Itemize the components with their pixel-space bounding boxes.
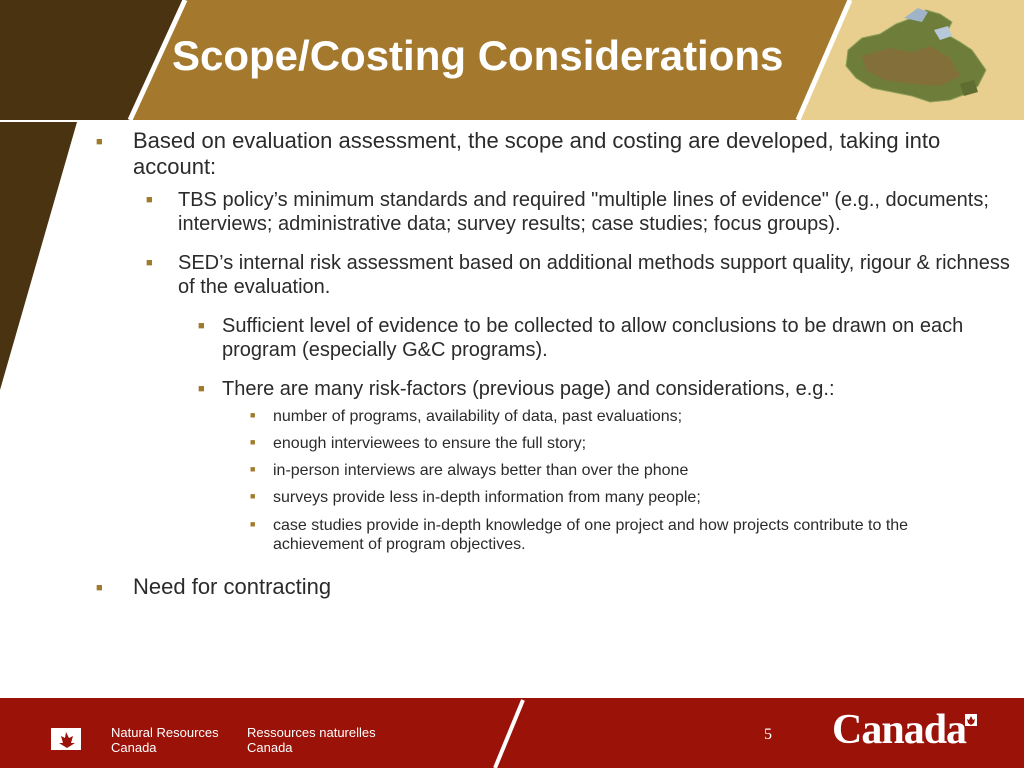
square-bullet-icon: ■ bbox=[250, 491, 256, 502]
bullet-text: number of programs, availability of data, past evaluations; bbox=[273, 407, 683, 425]
bullet-intro bbox=[90, 128, 1010, 181]
bullet-example-5 bbox=[90, 516, 1010, 554]
bullet-text: enough interviewees to ensure the full story; bbox=[273, 434, 587, 452]
square-bullet-icon: ■ bbox=[198, 319, 205, 332]
page-number: 5 bbox=[764, 726, 772, 743]
square-bullet-icon: ■ bbox=[250, 409, 256, 420]
square-bullet-icon: ■ bbox=[250, 436, 256, 447]
bullet-text: in-person interviews are always better than over the phone bbox=[273, 462, 689, 480]
bullet-text: Sufficient level of evidence to be collected to allow conclusions to be drawn on each program (especially G&C programs). bbox=[222, 314, 964, 361]
slide-title: Scope/Costing Considerations bbox=[172, 32, 784, 79]
left-wedge bbox=[0, 122, 77, 390]
bullet-text: Based on evaluation assessment, the scope and costing are developed, taking into account: bbox=[133, 128, 941, 180]
square-bullet-icon: ■ bbox=[96, 136, 103, 148]
department-name-english bbox=[111, 725, 219, 755]
canada-wordmark: Canada bbox=[832, 707, 967, 753]
bullet-risk-factors bbox=[90, 377, 1010, 401]
bullet-text: There are many risk-factors (previous page) and considerations, e.g.: bbox=[222, 377, 835, 400]
bullet-text: Need for contracting bbox=[133, 573, 332, 599]
bullet-sufficient bbox=[90, 314, 1010, 362]
bullet-example-3 bbox=[90, 461, 1010, 480]
dept-en-line1: Natural Resources bbox=[111, 725, 219, 740]
bullet-sed bbox=[90, 251, 1010, 299]
slide-body bbox=[90, 128, 1010, 600]
bullet-example-2 bbox=[90, 434, 1010, 453]
bullet-text: SED’s internal risk assessment based on additional methods support quality, rigour & richness of the evaluation. bbox=[178, 251, 1010, 298]
square-bullet-icon: ■ bbox=[96, 581, 103, 594]
dept-fr-line2: Canada bbox=[247, 740, 293, 755]
bullet-example-1 bbox=[90, 407, 1010, 426]
bullet-text: TBS policy’s minimum standards and required "multiple lines of evidence" (e.g., documents; interviews; administrative data; survey results; case studies; focus groups). bbox=[178, 188, 989, 235]
dept-fr-line1: Ressources naturelles bbox=[247, 725, 376, 740]
canada-flag-icon bbox=[41, 728, 91, 750]
bullet-contracting bbox=[90, 574, 1010, 600]
bullet-example-4 bbox=[90, 488, 1010, 507]
bullet-tbs bbox=[90, 188, 1010, 236]
bullet-text: surveys provide less in-depth information from many people; bbox=[273, 489, 701, 507]
square-bullet-icon: ■ bbox=[250, 464, 256, 475]
square-bullet-icon: ■ bbox=[198, 382, 205, 395]
square-bullet-icon: ■ bbox=[146, 256, 153, 269]
department-name-french bbox=[247, 725, 376, 755]
square-bullet-icon: ■ bbox=[146, 193, 153, 206]
square-bullet-icon: ■ bbox=[250, 518, 256, 529]
bullet-text: case studies provide in-depth knowledge of one project and how projects contribute to the achievement of program objectives. bbox=[273, 516, 909, 553]
dept-en-line2: Canada bbox=[111, 740, 157, 755]
